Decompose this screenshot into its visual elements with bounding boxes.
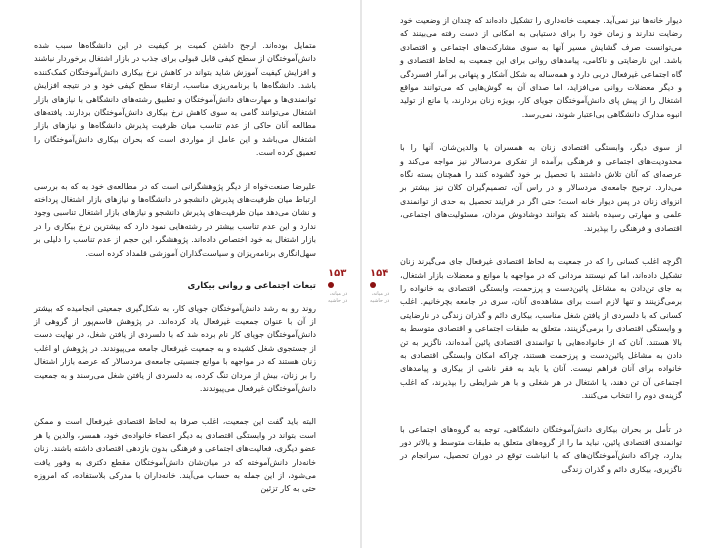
right-paragraph-1: دیوار خانه‌ها نیز نمی‌آید. جمعیت خانه‌داری را تشکیل داده‌اند که چندان از وضعیت خود رضایت ندارند و زمان خود را برای دستیابی به امکانی از دست رفته می‌بینند که می‌توانست صرف گشایش مسیر آنها به سوی مشارکت‌های اجتماعی و اقتصادی باشد. این نارضایتی و ناکامی، پیامدهای روانی برای این جمعیت به لحاظ اقتصادی و گاه اجتماعی غیرفعال دربی دارد و همه‌ساله به شکل آشکار و پنهانی بر آمار افسردگی و دیگر معضلات روانی می‌افزاید، اما صدای آن به گوش‌هایی که می‌توانند مواقع اشتغال را از پیش پای دانش‌آموختگان جویای کار، بویژه زنان بردارند، یا مانع از تولید انبوه مدارک دانشگاهی بی‌اعتبار شوند، نمی‌رسد.	[400, 16, 682, 119]
page-dot-icon	[370, 282, 376, 288]
left-column-text	[34, 39, 316, 516]
right-column-text	[400, 14, 682, 496]
left-paragraph-2: علیرضا صنعت‌خواه از دیگر پژوهشگرانی است که در مطالعه‌ی خود به که به بررسی ارتباط میان ظرفیت‌های پذیرش دانشجو در دانشگاه‌ها و نیازهای بازار اشتغال پرداخته و نشان می‌دهد میان ظرفیت‌های پذیرش دانشجو و نیازهای بازار اشتغال تناسبی وجود ندارد و این عدم تناسب بیشتر در رشته‌هایی نمود دارد که بیشترین نرخ بیکاری را در بازار اشتغال به خود اختصاص داده‌اند. پژوهشگر، این حجم از عدم تناسب را دلیلی بر سهل‌انگاری برنامه‌ریزان و سیاست‌گذاران آموزشی قلمداد کرده است.	[34, 181, 316, 258]
section-heading: تبعات اجتماعی و روانی بیکاری	[187, 281, 316, 292]
right-page	[362, 0, 722, 548]
right-paragraph-3: اگرچه اغلب کسانی را که در جمعیت به لحاظ اقتصادی غیرفعال جای می‌گیرند زنان تشکیل داده‌اند، اما کم نیستند مردانی که در مواجهه با موانع و معضلات بازار اشتغال، به جای تن‌دادن به مشاغل پائین‌دست و پرزحمت، وابستگی اقتصادی به خانواده را برمی‌گزینند و تنها لازم است برای مشاهده‌ی آنان، سری در جامعه بچرخانیم. اغلب کسانی که با دلسردی از یافتن شغل مناسب، بیکاری دائم و گذران زندگی در نارضایتی و وابستگی اقتصادی را برمی‌گزینند، متعلق به طبقات اجتماعی و اقتصادی متوسط به بالا هستند. آنان که از خانواده‌هایی با توانمندی اقتصادی پائین آمده‌اند، ناگزیر به تن دادن به مشاغل پائین‌دست و پرزحمت هستند، چراکه امکان وابستگی اقتصادی به خانواده برای آنان فراهم نیست. آنان یا باید به فقر ناشی از بیکاری و پیامدهای اجتماعی آن تن دهند، یا اشتغال در هر شغلی و با هر شرایطی را بپذیرند، که اغلب گزینه‌ی دوم را انتخاب می‌کنند.	[400, 257, 682, 401]
right-page-number: ۱۵۴	[370, 268, 389, 279]
right-paragraph-4: در تأمل بر بحران بیکاری دانش‌آموختگان دانشگاهی، توجه به گروه‌های اجتماعی با توانمندی اقتصادی پائین، نباید ما را از گروه‌های متعلق به طبقات متوسط و بالاتر دور بدارد، چراکه دانش‌آموختگان‌های که با انباشت توقع در دوران تحصیل، سرانجام در ناگزیری، بیکاری دائم و گذران زندگی	[400, 424, 682, 474]
left-margin-note: در میانه، در حاشیه	[328, 291, 348, 304]
right-paragraph-2: از سوی دیگر، وابستگی اقتصادی زنان به همسران یا والدین‌شان، آنها را با محدودیت‌های اجتماعی و فرهنگی برآمده از تفکری مردسالار نیز مواجه می‌کند و عرصه‌ای که آنان تلاش داشتند با تحصیل بر خود گشوده کنند را همچنان بسته نگاه می‌دارد. ترجیح جامعه‌ی مردسالار و در راس آن، تصمیم‌گیران کلان نیز بیشتر بر انزوای زنان در پس دیوار خانه است؛ حتی اگر در فرایند تحصیل به حدی از توانمندی علمی و مهارتی رسیده باشند که بتوانند دوشادوش مردان، مسئولیت‌های اجتماعی، اقتصادی و فرهنگی را بپذیرند.	[400, 143, 682, 233]
left-paragraph-1: متمایل بوده‌اند. ارجح داشتن کمیت بر کیفیت در این دانشگاه‌ها سبب شده دانش‌آموختگان از سطح کیفی قابل قبولی برای جذب در بازار اشتغال برخوردار نباشند و افزایش کیفیت آموزش شاید بتواند در کاهش نرخ بیکاری دانش‌آموختگان کمک‌کننده باشد. دانشگاه‌ها با برنامه‌ریزی مناسب، ارتقاء سطح کیفی خود و در نتیجه افزایش توانمندی‌ها و مهارت‌های دانش‌آموختگان و تطبیق رشته‌های دانشگاهی با نیازهای بازار اشتغال می‌توانند گامی به سوی کاهش نرخ بیکاری دانش‌آموختگان بردارند. یافته‌های مطالعه آنان حاکی از عدم تناسب میان ظرفیت پذیرش دانشگاه‌ها و نیازهای بازار اشتغال می‌باشد و این عامل از مواردی است که بحران بیکاری دانش‌آموختگان را تعمیق کرده است.	[34, 41, 316, 158]
left-page-marker	[328, 268, 347, 305]
right-margin-note: در میانه، در حاشیه	[370, 291, 390, 304]
left-paragraph-4: البته باید گفت این جمعیت، اغلب صرفا به لحاظ اقتصادی غیرفعال است و ممکن است بتواند در وابستگی اقتصادی به دیگر اعضاء خانواده‌ی خود، همسر، والدین یا هر عضو دیگری، فعالیت‌های اجتماعی و فرهنگی بدون بازدهی اقتصادی داشته باشند. زنان خانه‌دار دانش‌آموخته که در میان‌شان دانش‌آموختگان مقطع دکتری به وفور یافت می‌شود، از این جمله به حساب می‌آیند. خانه‌داران با مدرکی بلاستفاده، که امروزه حتی به کار تزئین	[34, 417, 316, 494]
left-page-number: ۱۵۳	[328, 268, 347, 279]
right-page-marker	[370, 268, 389, 305]
left-paragraph-3: روند رو به رشد دانش‌آموختگان جویای کار، به شکل‌گیری جمعیتی انجامیده که بیشتر از آن با عنوان جمعیت غیرفعال یاد کرده‌اند. در پژوهش قاسم‌پور از گروهی از دانش‌آموختگان جویای کار نام برده شد که با دلسردی از یافتن شغل، در نهایت دست از جستجوی شغل کشیده و به جمعیت غیرفعال جامعه می‌پیوندند. در پژوهش او اغلب زنان هستند که در مواجهه با موانع جنسیتی جامعه‌ی مردسالار که عرصه بازار اشتغال را بر زنان، بیش از مردان تنگ کرده، به دلسردی از یافتن شغل می‌رسند و به جمعیت دانش‌آموختگان غیرفعال می‌پیوندند.	[34, 303, 316, 393]
page-dot-icon	[328, 282, 334, 288]
